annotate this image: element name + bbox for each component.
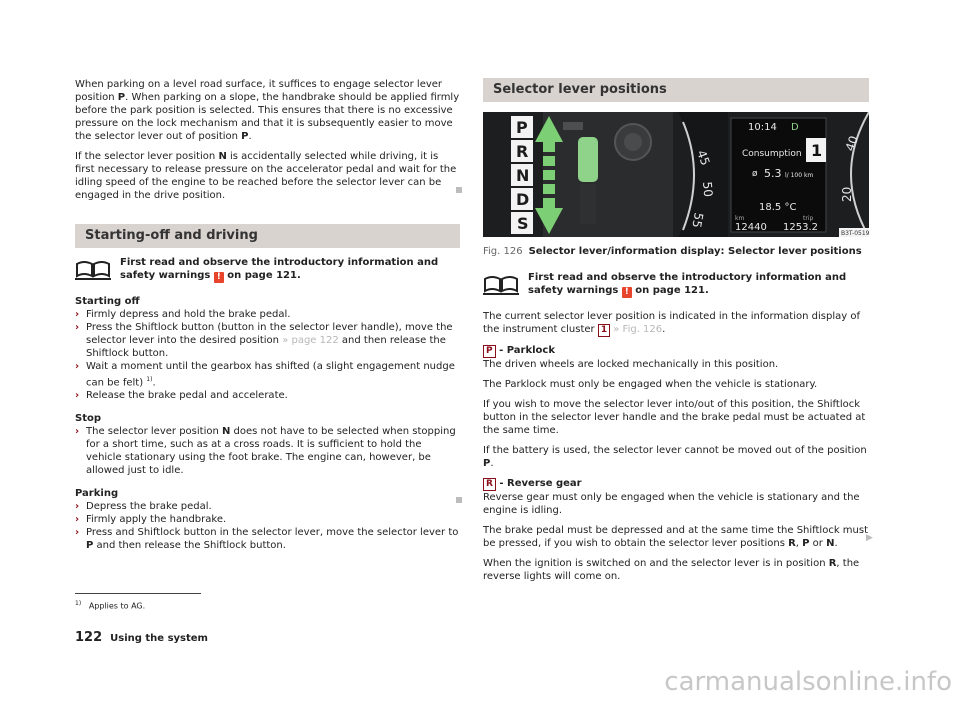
display-odometer: 12440 [735,222,767,233]
paragraph: The brake pedal must be depressed and at the same time the Shiftlock must be pressed, if you wish to obtain the selector lever positions R, P or N. [483,525,869,549]
parklock-heading: P - Parklock [483,344,869,358]
display-gear: D [791,122,799,133]
intro-paragraph-1: When parking on a level road surface, it suffices to engage selector lever position P. When parking on a slope, the handbrake should be applied firmly before the park position is selected. This ensures that there is no excessive pressure on the lock mechanism and that it is subsequently easier to move the selector lever out of position P. [75,79,460,142]
arrow-icon: › [75,361,80,372]
watermark: carmanualsonline.info [664,667,952,697]
position-letter: N [516,166,530,185]
footnote: $^{1)}$ Applies to AG. [75,600,146,611]
section-heading-starting-off: Starting-off and driving [75,224,460,248]
paragraph: If the battery is used, the selector lever cannot be moved out of the position P. [483,445,867,469]
footer-title: Using the system [110,633,208,644]
page-number: 122 [75,630,103,645]
svg-text:45: 45 [694,148,713,168]
figure-caption: Fig. 126 Selector lever/information display: Selector lever positions [483,246,862,257]
callout-number: 1 [811,141,823,160]
arrow-icon: › [75,501,80,513]
arrow-icon: › [75,527,80,539]
paragraph: Reverse gear must only be engaged when the vehicle is stationary and the engine is idling. [483,492,860,516]
svg-text:40: 40 [842,133,862,154]
starting-off-heading: Starting off [75,296,140,307]
arrow-icon: › [75,322,80,333]
arrow-icon: › [75,426,80,438]
list-item: › The selector lever position N does not have to be selected when stopping for a short time, such as at a cross roads. It is sufficient to hold the vehicle stationary using the foot brake. The engine can, however, be allowed just to idle. [75,426,456,477]
section-heading-selector-lever: Selector lever positions [483,78,869,102]
paragraph: If you wish to move the selector lever into/out of this position, the Shiftlock button in the selector lever handle and the brake pedal must be actuated at the same time. [483,399,866,436]
position-letter: S [517,214,529,233]
paragraph: When the ignition is switched on and the selector lever is in position R, the reverse lights will come on. [483,558,860,582]
position-letter: P [516,118,528,137]
book-icon [75,258,111,280]
right-column [483,78,869,590]
list-item: › Firmly apply the handbrake. [75,514,227,526]
list-item: › Wait a moment until the gearbox has shifted (a slight engagement nudge can be felt) $^{1)}$. [75,361,455,389]
display-consumption-label: Consumption [742,149,802,159]
safety-notice: First read and observe the introductory information and safety warnings ! on page 121. [483,271,869,301]
warning-icon: ! [214,272,224,283]
stop-heading: Stop [75,413,102,425]
display-time: 10:14 [748,122,777,133]
list-item: › Release the brake pedal and accelerate. [75,390,288,402]
book-icon [483,273,519,295]
intro-paragraph-2: If the selector lever position N is accidentally selected while driving, it is first necessary to release pressure on the accelerator pedal and wait for the idling speed of the engine to be reached before the selector lever can be engaged in the drive position. [75,151,457,201]
end-of-section-mark [456,497,462,503]
list-item: › Firmly depress and hold the brake pedal. [75,309,291,320]
parking-heading: Parking [75,488,119,500]
footnote-ref[interactable]: 1) [146,376,153,383]
left-column [75,78,460,552]
arrow-icon: › [75,309,80,320]
figure-code: B3T-0519 [841,230,869,237]
svg-text:l/ 100 km: l/ 100 km [785,172,814,179]
display-consumption-value: 5.3 [764,167,782,180]
svg-text:km: km [735,215,745,222]
letters-group [511,116,533,234]
list-item: › Press the Shiftlock button (button in the selector lever handle), move the selector lever into the desired position » page 122 and then release the Shiftlock button. [75,322,453,359]
paragraph: The current selector lever position is indicated in the information display of the instrument cluster 1 » Fig. 126. [483,311,860,335]
svg-text:ø: ø [752,169,758,179]
display-temperature: 18.5 °C [759,202,797,213]
continue-icon: ▶ [866,533,873,543]
svg-text:55: 55 [689,211,706,229]
callout-key: 1 [598,324,610,337]
list-item: › Depress the brake pedal. [75,501,212,513]
svg-text:50: 50 [700,181,716,198]
end-of-section-mark [456,187,462,193]
figure-selector-lever [483,112,869,237]
position-letter: R [516,142,529,161]
footnote-divider [75,593,201,594]
display-trip: 1253.2 [783,222,818,233]
warning-icon: ! [622,287,632,298]
figure-illustration [483,112,869,237]
svg-text:trip: trip [803,215,814,222]
list-item: › Press and Shiftlock button in the selector lever, move the selector lever to P and then release the Shiftlock button. [75,527,459,552]
reverse-heading: R - Reverse gear [483,477,869,491]
arrow-icon: › [75,390,80,402]
paragraph: The Parklock must only be engaged when the vehicle is stationary. [483,379,818,390]
page-link[interactable]: » page 122 [282,335,339,346]
key-p: P [483,345,496,358]
figure-link[interactable]: » Fig. 126 [610,324,663,335]
key-r: R [483,478,496,491]
arrow-icon: › [75,514,80,526]
svg-text:20: 20 [840,186,854,202]
paragraph: The driven wheels are locked mechanically in this position. [483,359,779,370]
safety-notice: First read and observe the introductory information and safety warnings ! on page 121. [75,256,460,286]
page-footer [75,630,208,645]
position-letter: D [516,190,530,209]
